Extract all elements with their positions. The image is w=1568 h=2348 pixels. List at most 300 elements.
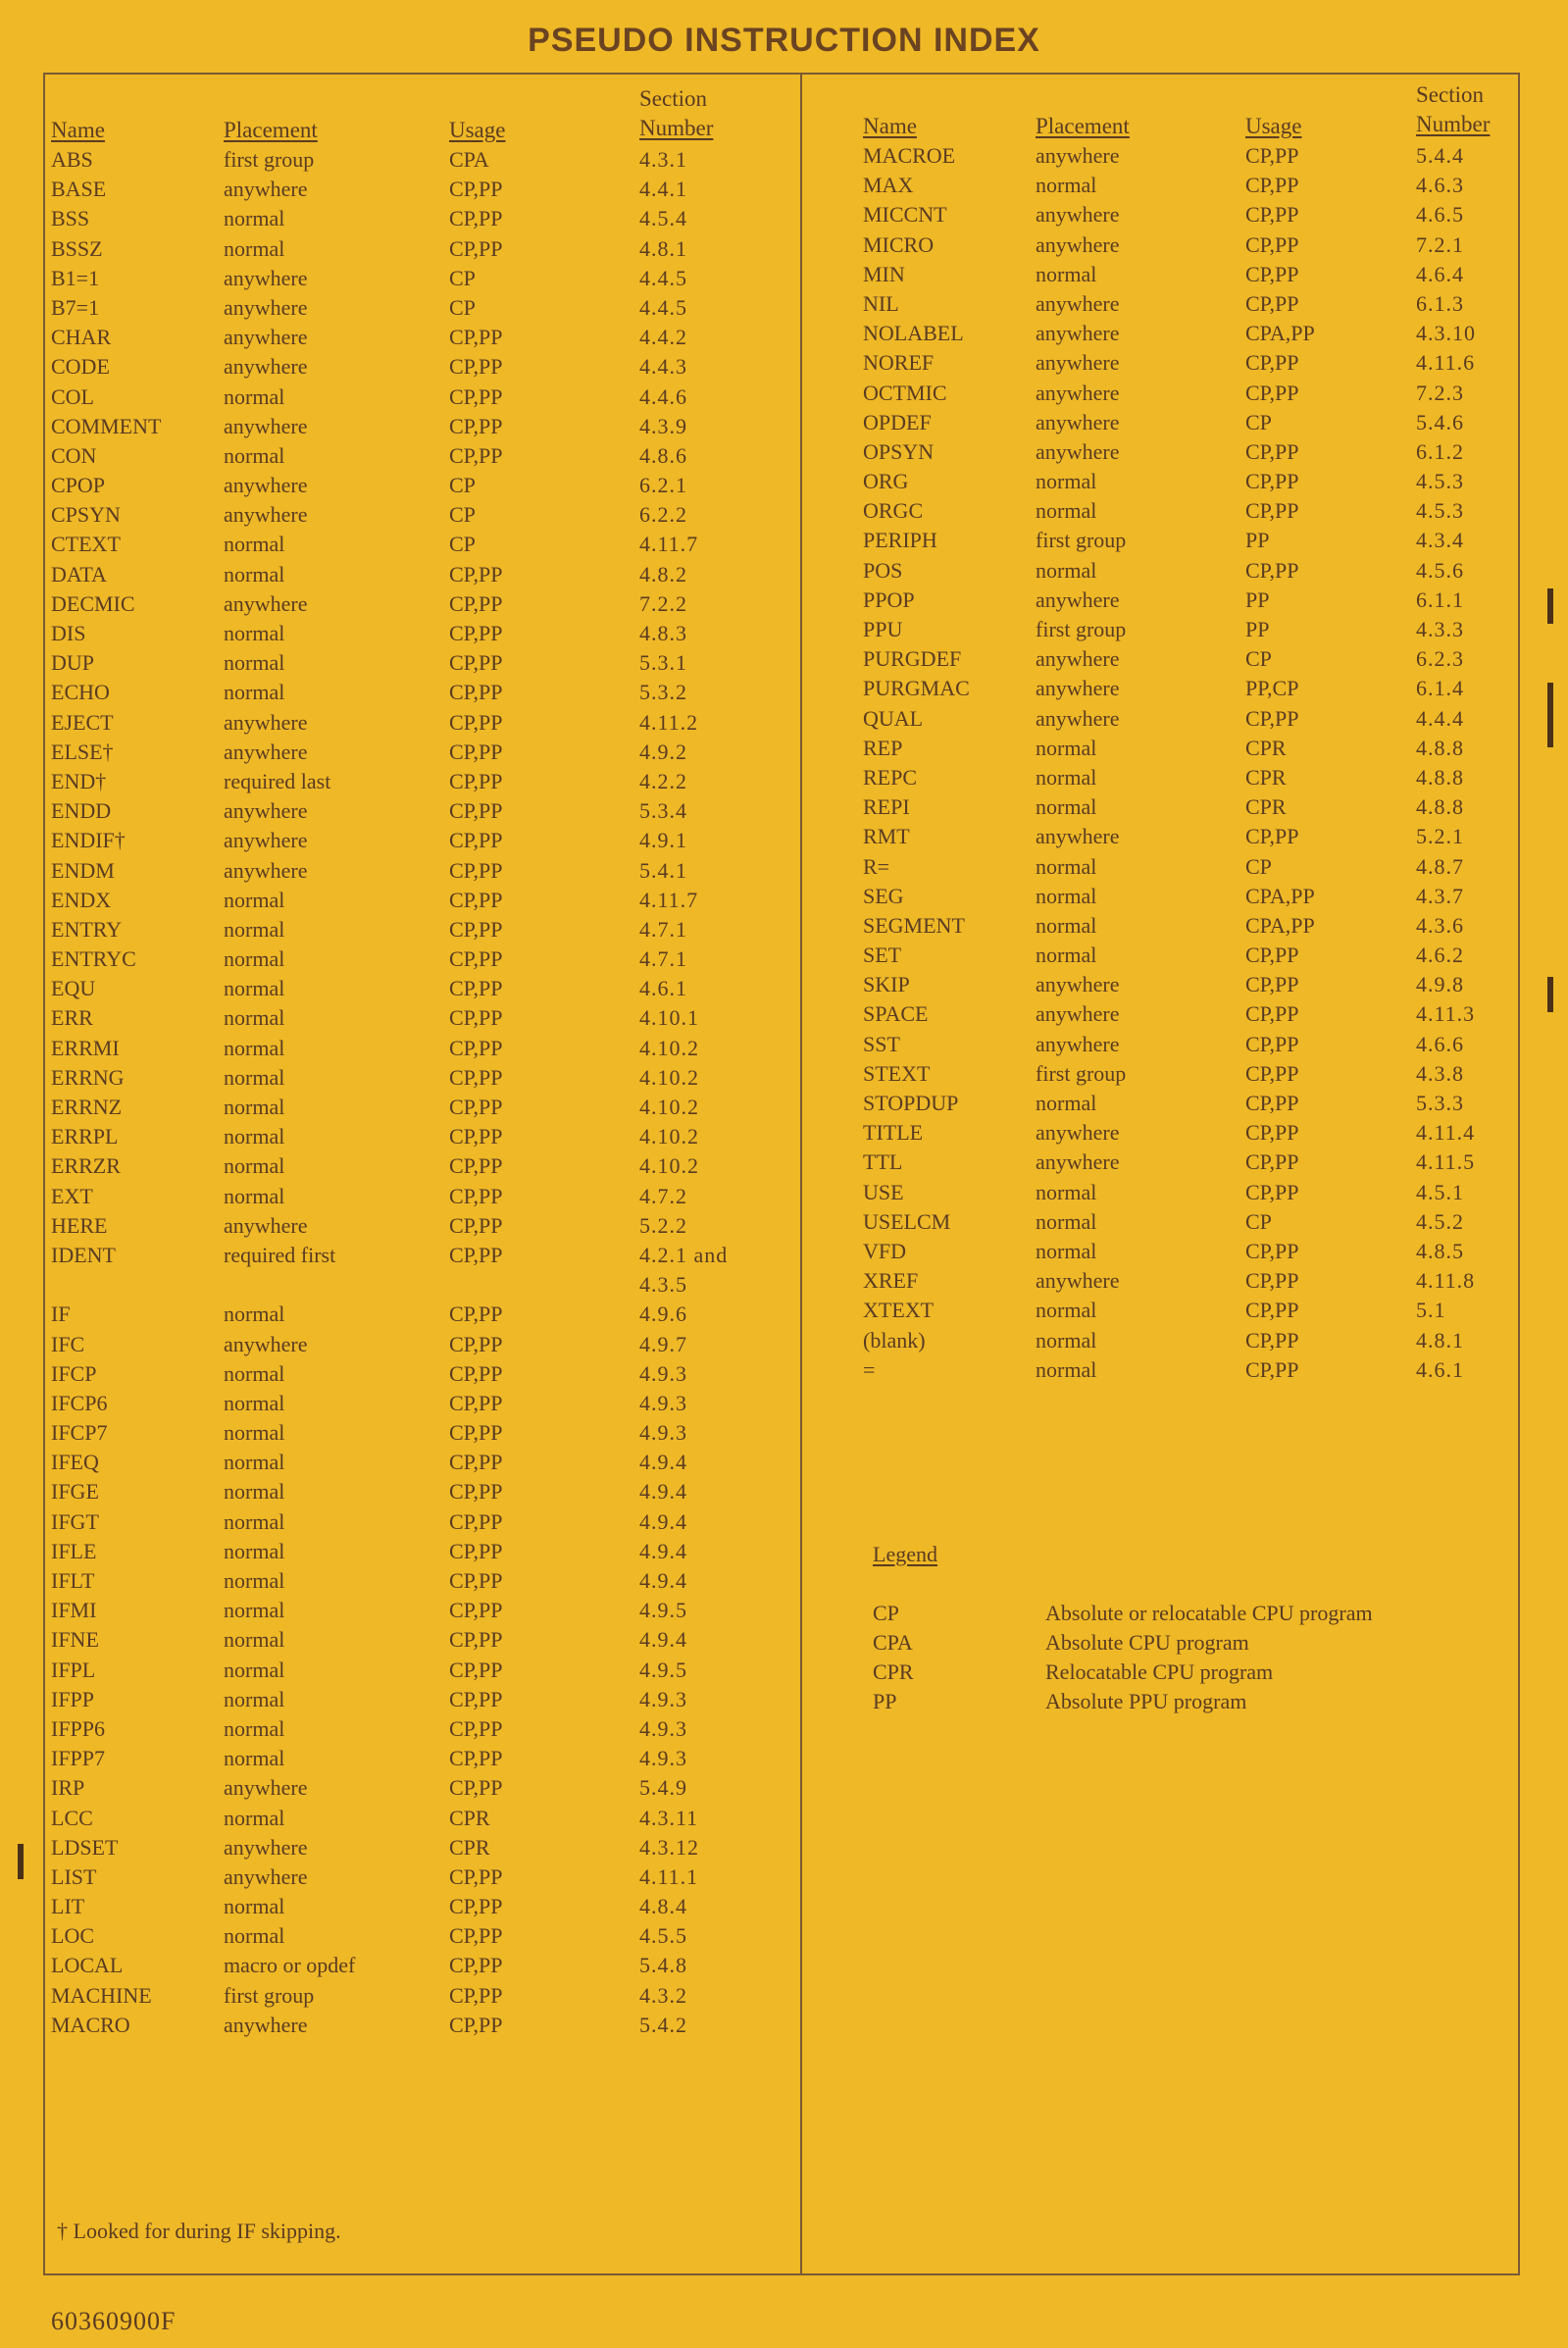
section-cell: 4.5.3: [1416, 498, 1464, 524]
placement-cell: normal: [224, 206, 285, 231]
placement-cell: normal: [224, 442, 285, 468]
instruction-name: IFLT: [51, 1568, 95, 1593]
section-cell: 4.9.4: [639, 1479, 687, 1505]
usage-cell: CP,PP: [449, 1242, 503, 1267]
table-row: [51, 798, 796, 828]
table-row: [51, 1361, 796, 1391]
placement-cell: normal: [224, 235, 285, 261]
change-bar: [18, 1844, 24, 1879]
usage-cell: PP: [1245, 528, 1270, 553]
section-cell: 6.2.1: [639, 473, 687, 498]
instruction-name: B1=1: [51, 265, 100, 290]
instruction-name: IFEQ: [51, 1450, 99, 1475]
instruction-name: IFMI: [51, 1598, 97, 1623]
usage-cell: CP,PP: [449, 1420, 503, 1446]
usage-cell: PP: [1245, 587, 1270, 612]
usage-cell: CP,PP: [449, 1538, 503, 1563]
placement-cell: anywhere: [224, 798, 308, 824]
placement-cell: normal: [224, 650, 285, 676]
table-row: [51, 443, 796, 473]
footnote: † Looked for during IF skipping.: [57, 2219, 341, 2243]
placement-cell: normal: [1036, 1238, 1097, 1263]
placement-cell: normal: [224, 1302, 285, 1327]
usage-cell: CP: [449, 502, 476, 528]
table-row: [51, 1894, 796, 1923]
usage-cell: CP: [1245, 409, 1272, 434]
placement-cell: normal: [224, 1420, 285, 1446]
table-row: [863, 291, 1510, 321]
table-row: [51, 1213, 796, 1243]
placement-cell: normal: [1036, 1298, 1097, 1323]
instruction-name: IFCP7: [51, 1420, 108, 1446]
usage-cell: CP,PP: [1245, 261, 1299, 286]
instruction-name: IFPP6: [51, 1715, 106, 1741]
legend-item: [873, 1601, 1500, 1630]
instruction-name: ERRPL: [51, 1124, 119, 1149]
placement-cell: required first: [224, 1242, 336, 1267]
table-row: [863, 262, 1510, 291]
placement-cell: anywhere: [1036, 676, 1120, 701]
section-cell: 4.8.8: [1416, 794, 1464, 820]
instruction-name: IFCP: [51, 1360, 97, 1386]
usage-cell: CP,PP: [449, 235, 503, 261]
table-row: [51, 1539, 796, 1568]
table-row: [863, 706, 1510, 736]
instruction-name: EXT: [51, 1183, 93, 1208]
placement-cell: anywhere: [1036, 1031, 1120, 1056]
section-cell: 4.10.1: [639, 1005, 699, 1031]
section-cell: 4.9.3: [639, 1686, 687, 1711]
usage-cell: CP: [449, 265, 476, 290]
usage-cell: CP,PP: [449, 916, 503, 942]
placement-cell: normal: [224, 976, 285, 1001]
placement-cell: anywhere: [1036, 1268, 1120, 1294]
table-row: [863, 1239, 1510, 1268]
placement-cell: normal: [1036, 794, 1097, 820]
section-cell: 4.9.6: [639, 1302, 687, 1327]
section-cell: 4.5.4: [639, 206, 687, 231]
instruction-name: DECMIC: [51, 590, 135, 616]
section-cell: 6.2.2: [639, 502, 687, 528]
instruction-name: MICRO: [863, 231, 935, 257]
table-row: [863, 943, 1510, 972]
table-row: [863, 202, 1510, 231]
instruction-name: DIS: [51, 621, 86, 645]
placement-cell: anywhere: [224, 177, 308, 202]
table-row: [51, 1598, 796, 1627]
table-row: [863, 1298, 1510, 1327]
instruction-name: ENTRY: [51, 916, 123, 942]
section-cell: 4.3.4: [1416, 528, 1464, 553]
usage-cell: PP: [1245, 617, 1270, 641]
table-row: [863, 232, 1510, 262]
instruction-name: PURGDEF: [863, 646, 962, 672]
usage-cell: CP: [449, 473, 476, 498]
table-row: [863, 1357, 1510, 1387]
section-cell: 7.2.1: [1416, 231, 1464, 257]
placement-cell: anywhere: [1036, 290, 1120, 316]
usage-cell: CP,PP: [1245, 943, 1299, 968]
table-row: [51, 1332, 796, 1361]
placement-cell: anywhere: [1036, 1001, 1120, 1027]
section-cell: 4.9.3: [639, 1390, 687, 1415]
instruction-name: NOLABEL: [863, 321, 964, 346]
instruction-name: ERR: [51, 1005, 93, 1031]
instruction-name: MIN: [863, 261, 905, 286]
usage-cell: CP,PP: [1245, 1001, 1299, 1027]
section-cell: 4.8.3: [639, 621, 687, 645]
usage-cell: CP,PP: [1245, 557, 1299, 583]
placement-cell: anywhere: [224, 709, 308, 735]
right-rows: [863, 143, 1510, 1387]
section-cell: 5.3.1: [639, 650, 687, 676]
instruction-name: LCC: [51, 1805, 93, 1830]
placement-cell: normal: [224, 1064, 285, 1090]
placement-cell: anywhere: [224, 325, 308, 350]
legend-description: Relocatable CPU program: [1045, 1659, 1274, 1684]
placement-cell: normal: [1036, 261, 1097, 286]
placement-cell: normal: [224, 1360, 285, 1386]
section-cell: 5.2.2: [639, 1212, 687, 1238]
header-placement: Placement: [1036, 114, 1130, 138]
table-row: [863, 765, 1510, 794]
usage-cell: CP,PP: [1245, 1298, 1299, 1323]
instruction-name: CTEXT: [51, 532, 121, 557]
instruction-name: PPOP: [863, 587, 915, 612]
usage-cell: CP,PP: [449, 1686, 503, 1711]
placement-cell: normal: [224, 1390, 285, 1415]
table-row: [51, 828, 796, 857]
instruction-name: NOREF: [863, 350, 935, 376]
placement-cell: anywhere: [1036, 231, 1120, 257]
usage-cell: CP: [1245, 646, 1272, 672]
instruction-name: IFLE: [51, 1538, 97, 1563]
legend-description: Absolute CPU program: [1045, 1630, 1249, 1655]
table-row: [863, 381, 1510, 410]
table-row: [51, 502, 796, 532]
table-row: [51, 858, 796, 888]
instruction-name: REPC: [863, 764, 918, 790]
section-cell: 5.1: [1416, 1298, 1446, 1323]
instruction-name: IDENT: [51, 1242, 116, 1267]
placement-cell: anywhere: [1036, 321, 1120, 346]
instruction-name: USE: [863, 1179, 904, 1204]
usage-cell: CP,PP: [449, 1598, 503, 1623]
usage-cell: CP,PP: [449, 354, 503, 380]
usage-cell: CP: [1245, 1208, 1272, 1234]
table-row: [863, 1328, 1510, 1357]
section-cell: 4.9.5: [639, 1598, 687, 1623]
left-rows: [51, 147, 796, 2042]
placement-cell: normal: [1036, 557, 1097, 583]
usage-cell: CP,PP: [1245, 1268, 1299, 1294]
usage-cell: CP,PP: [449, 1657, 503, 1682]
section-cell: 4.9.4: [639, 1568, 687, 1593]
section-cell: 4.4.3: [639, 354, 687, 380]
table-row: [863, 498, 1510, 528]
placement-cell: anywhere: [1036, 409, 1120, 434]
instruction-name: PERIPH: [863, 528, 937, 553]
instruction-name: PPU: [863, 617, 903, 641]
usage-cell: CP,PP: [449, 621, 503, 645]
usage-cell: CP,PP: [449, 1746, 503, 1771]
section-cell: 4.8.4: [639, 1894, 687, 1919]
section-cell: 6.1.2: [1416, 438, 1464, 464]
section-cell: 4.8.7: [1416, 853, 1464, 879]
section-cell: 5.3.4: [639, 798, 687, 824]
usage-cell: CPR: [1245, 764, 1287, 790]
placement-cell: normal: [224, 1153, 285, 1179]
table-row: [51, 1243, 796, 1272]
instruction-name: IFC: [51, 1331, 85, 1356]
section-cell: 4.9.4: [639, 1450, 687, 1475]
section-cell: 6.2.3: [1416, 646, 1464, 672]
placement-cell: anywhere: [1036, 1149, 1120, 1175]
legend-key: CP: [873, 1601, 899, 1625]
placement-cell: anywhere: [224, 828, 308, 853]
table-row: [51, 1983, 796, 2013]
section-cell: 4.9.2: [639, 739, 687, 764]
section-cell: 4.10.2: [639, 1153, 699, 1179]
usage-cell: CP,PP: [449, 325, 503, 350]
section-cell: 4.11.1: [639, 1863, 699, 1889]
section-cell: 4.6.2: [1416, 943, 1464, 968]
section-cell: 4.2.2: [639, 768, 687, 793]
section-cell: 4.11.6: [1416, 350, 1476, 376]
section-cell: 4.9.8: [1416, 972, 1464, 997]
section-cell: 6.1.4: [1416, 676, 1464, 701]
section-cell: 4.9.3: [639, 1360, 687, 1386]
usage-cell: CPA,PP: [1245, 321, 1315, 346]
section-cell: 4.3.10: [1416, 321, 1476, 346]
table-row: [51, 917, 796, 946]
section-cell: 4.9.4: [639, 1627, 687, 1653]
usage-cell: CP,PP: [449, 976, 503, 1001]
instruction-name: TTL: [863, 1149, 903, 1175]
section-cell: 5.4.4: [1416, 143, 1464, 168]
table-row: [863, 824, 1510, 853]
usage-cell: CP,PP: [449, 650, 503, 676]
instruction-name: REPI: [863, 794, 910, 820]
instruction-name: IRP: [51, 1775, 85, 1801]
instruction-name: IF: [51, 1302, 71, 1327]
table-row: [51, 1509, 796, 1539]
section-cell: 4.5.3: [1416, 469, 1464, 494]
placement-cell: normal: [224, 1095, 285, 1119]
section-cell: 5.4.2: [639, 2012, 687, 2037]
table-row: [51, 1627, 796, 1657]
table-row: [51, 769, 796, 798]
placement-cell: anywhere: [1036, 587, 1120, 612]
table-row: [863, 1268, 1510, 1298]
usage-cell: CP,PP: [449, 1715, 503, 1741]
usage-cell: CP,PP: [449, 1360, 503, 1386]
instruction-name: ERRMI: [51, 1035, 120, 1060]
instruction-name: MACROE: [863, 143, 956, 168]
table-row: [863, 1120, 1510, 1149]
instruction-name: ENDM: [51, 857, 115, 883]
instruction-name: MAX: [863, 173, 914, 198]
column-divider: [800, 73, 802, 2275]
instruction-name: IFGT: [51, 1508, 99, 1534]
usage-cell: CP,PP: [449, 680, 503, 705]
section-cell: 4.4.1: [639, 177, 687, 202]
section-cell: 4.3.5: [639, 1272, 687, 1298]
section-cell: 4.9.5: [639, 1657, 687, 1682]
table-row: [51, 710, 796, 740]
usage-cell: CP,PP: [449, 1508, 503, 1534]
section-cell: 4.3.3: [1416, 617, 1464, 641]
placement-cell: normal: [1036, 1091, 1097, 1115]
section-cell: 5.4.6: [1416, 409, 1464, 434]
placement-cell: normal: [1036, 173, 1097, 198]
header-placement: Placement: [224, 118, 318, 142]
section-cell: 4.3.8: [1416, 1060, 1464, 1086]
placement-cell: normal: [224, 1627, 285, 1653]
instruction-name: CODE: [51, 354, 110, 380]
section-cell: 4.8.8: [1416, 735, 1464, 760]
usage-cell: CP,PP: [449, 857, 503, 883]
section-cell: 4.8.1: [639, 235, 687, 261]
instruction-name: BASE: [51, 177, 107, 202]
placement-cell: anywhere: [224, 590, 308, 616]
instruction-name: IFPP7: [51, 1746, 106, 1771]
section-cell: 4.11.7: [639, 532, 699, 557]
placement-cell: normal: [1036, 1356, 1097, 1382]
usage-cell: CP: [449, 532, 476, 557]
section-cell: 4.8.8: [1416, 764, 1464, 790]
instruction-name: ORG: [863, 469, 909, 494]
usage-cell: CP,PP: [449, 1035, 503, 1060]
table-row: [863, 587, 1510, 617]
section-cell: 4.11.8: [1416, 1268, 1476, 1294]
instruction-name: CPOP: [51, 473, 106, 498]
usage-cell: CP,PP: [1245, 824, 1299, 849]
placement-cell: normal: [1036, 1208, 1097, 1234]
placement-cell: anywhere: [224, 1212, 308, 1238]
header-section-1: Section: [1416, 82, 1484, 107]
table-row: [863, 528, 1510, 557]
section-cell: 4.11.4: [1416, 1120, 1476, 1146]
section-cell: 5.3.3: [1416, 1091, 1464, 1115]
section-cell: 4.9.4: [639, 1538, 687, 1563]
instruction-name: STEXT: [863, 1060, 931, 1086]
instruction-name: MICCNT: [863, 202, 947, 228]
table-row: [51, 1065, 796, 1095]
table-row: [51, 473, 796, 502]
table-row: [51, 1450, 796, 1479]
placement-cell: normal: [224, 1746, 285, 1771]
placement-cell: normal: [224, 1715, 285, 1741]
placement-cell: normal: [1036, 498, 1097, 524]
section-cell: 4.4.5: [639, 294, 687, 320]
usage-cell: CP,PP: [1245, 380, 1299, 405]
usage-cell: CP,PP: [449, 206, 503, 231]
table-row: [51, 1953, 796, 1982]
placement-cell: normal: [224, 621, 285, 645]
usage-cell: CP,PP: [449, 1894, 503, 1919]
table-row: [863, 972, 1510, 1001]
table-row: [863, 469, 1510, 498]
placement-cell: anywhere: [1036, 202, 1120, 228]
instruction-name: ECHO: [51, 680, 110, 705]
instruction-name: USELCM: [863, 1208, 951, 1234]
usage-cell: CP,PP: [449, 561, 503, 587]
placement-cell: anywhere: [1036, 350, 1120, 376]
instruction-name: MACHINE: [51, 1982, 152, 2008]
usage-cell: CP,PP: [1245, 350, 1299, 376]
instruction-name: (blank): [863, 1327, 926, 1353]
table-row: [863, 1209, 1510, 1239]
table-row: [51, 1302, 796, 1331]
placement-cell: anywhere: [224, 1834, 308, 1860]
instruction-name: NIL: [863, 290, 899, 316]
section-cell: 4.2.1 and: [639, 1242, 729, 1267]
placement-cell: first group: [224, 147, 315, 172]
instruction-name: POS: [863, 557, 903, 583]
usage-cell: CP,PP: [1245, 498, 1299, 524]
usage-cell: CP,PP: [449, 887, 503, 912]
usage-cell: CP,PP: [1245, 1356, 1299, 1382]
usage-cell: CPR: [449, 1834, 490, 1860]
instruction-name: =: [863, 1356, 876, 1382]
placement-cell: normal: [1036, 735, 1097, 760]
table-row: [51, 384, 796, 414]
table-row: [863, 1149, 1510, 1179]
header-section-2: Number: [1416, 112, 1491, 136]
instruction-name: EQU: [51, 976, 96, 1001]
instruction-name: BSSZ: [51, 235, 103, 261]
placement-cell: anywhere: [224, 1863, 308, 1889]
table-row: [51, 740, 796, 769]
instruction-name: LDSET: [51, 1834, 119, 1860]
table-row: [51, 976, 796, 1005]
usage-cell: CP,PP: [449, 946, 503, 972]
table-row: [863, 1180, 1510, 1209]
instruction-name: ELSE†: [51, 739, 114, 764]
usage-cell: CP,PP: [449, 1953, 503, 1978]
table-row: [51, 1272, 796, 1302]
section-cell: 4.3.7: [1416, 883, 1464, 908]
usage-cell: CP,PP: [449, 2012, 503, 2037]
section-cell: 4.6.5: [1416, 202, 1464, 228]
table-row: [51, 1716, 796, 1746]
section-cell: 7.2.2: [639, 590, 687, 616]
instruction-name: COMMENT: [51, 413, 162, 438]
section-cell: 4.11.3: [1416, 1001, 1476, 1027]
instruction-name: LIT: [51, 1894, 85, 1919]
header-section-1: Section: [639, 86, 707, 111]
table-row: [51, 1153, 796, 1183]
placement-cell: normal: [1036, 764, 1097, 790]
instruction-name: XREF: [863, 1268, 919, 1294]
table-row: [51, 236, 796, 266]
table-row: [863, 913, 1510, 943]
table-row: [863, 439, 1510, 469]
legend-description: Absolute PPU program: [1045, 1689, 1247, 1713]
legend-key: CPR: [873, 1659, 914, 1684]
usage-cell: CP,PP: [449, 828, 503, 853]
instruction-name: SEG: [863, 883, 904, 908]
instruction-name: SPACE: [863, 1001, 929, 1027]
placement-cell: normal: [1036, 943, 1097, 968]
instruction-name: LOCAL: [51, 1953, 124, 1978]
usage-cell: CP,PP: [449, 1923, 503, 1949]
instruction-name: IFPL: [51, 1657, 96, 1682]
section-cell: 4.8.1: [1416, 1327, 1464, 1353]
usage-cell: CPR: [449, 1805, 490, 1830]
table-row: [51, 1479, 796, 1508]
